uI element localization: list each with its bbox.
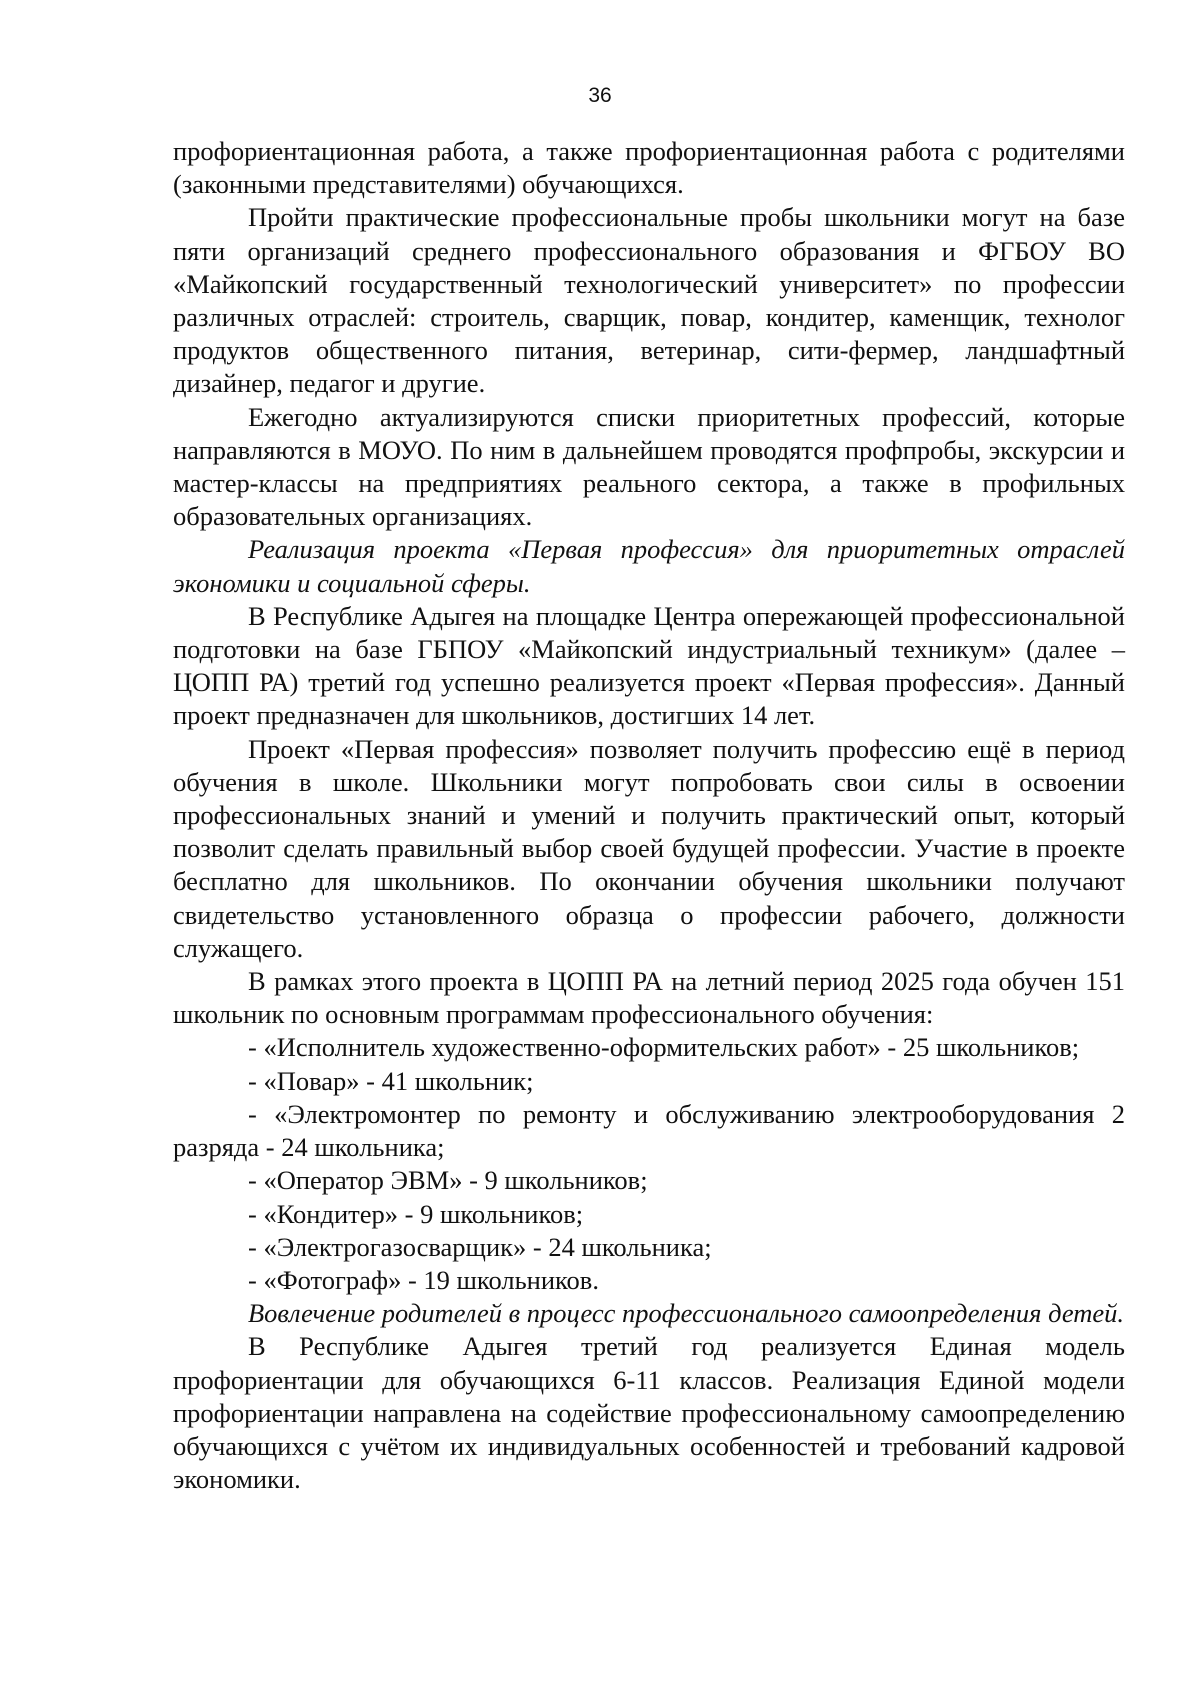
section-heading-first-profession: Реализация проекта «Первая профессия» для приоритетных отраслей экономики и социальной сферы. bbox=[173, 534, 1125, 598]
document-body bbox=[173, 135, 1125, 1496]
paragraph-copp-project: В Республике Адыгея на площадке Центра опережающей профессиональной подготовки на базе ГБПОУ «Майкопский индустриальный техникум» (далее – ЦОПП РА) третий год успешно реализуется проект «Первая профессия». Данный проект предназначен для школьников, достигших 14 лет. bbox=[173, 600, 1125, 731]
list-item-confectioner: - «Кондитер» - 9 школьников; bbox=[248, 1198, 584, 1229]
list-item-cook: - «Повар» - 41 школьник; bbox=[248, 1065, 534, 1096]
paragraph-continuation: профориентационная работа, а также профориентационная работа с родителями (законными представителями) обучающихся. bbox=[173, 136, 1125, 200]
list-item-welder: - «Электрогазосварщик» - 24 школьника; bbox=[248, 1231, 712, 1262]
paragraph-project-benefits: Проект «Первая профессия» позволяет получить профессию ещё в период обучения в школе. Школьники могут попробовать свои силы в освоении профессиональных знаний и умений и получить практический опыт, который позволит сделать правильный выбор своей будущей профессии. Участие в проекте бесплатно для школьников. По окончании обучения школьники получают свидетельство установленного образца о профессии рабочего, должности служащего. bbox=[173, 733, 1125, 963]
paragraph-training-summary: В рамках этого проекта в ЦОПП РА на летний период 2025 года обучен 151 школьник по основным программам профессионального обучения: bbox=[173, 966, 1125, 1030]
list-item-computer-operator: - «Оператор ЭВМ» - 9 школьников; bbox=[248, 1165, 648, 1196]
paragraph-unified-model: В Республике Адыгея третий год реализуется Единая модель профориентации для обучающихся 6-11 классов. Реализация Единой модели профориентации направлена на содействие профессиональному самоопределению обучающихся с учётом их индивидуальных особенностей и требований кадровой экономики. bbox=[173, 1331, 1125, 1495]
paragraph-professional-trials: Пройти практические профессиональные пробы школьники могут на базе пяти организаций среднего профессионального образования и ФГБОУ ВО «Майкопский государственный технологический университет» по профессии различных отраслей: строитель, сварщик, повар, кондитер, каменщик, технолог продуктов общественного питания, ветеринар, сити-фермер, ландшафтный дизайнер, педагог и другие. bbox=[173, 202, 1125, 399]
paragraph-priority-professions: Ежегодно актуализируются списки приоритетных профессий, которые направляются в МОУО. По ним в дальнейшем проводятся профпробы, экскурсии и мастер-классы на предприятиях реального сектора, а также в профильных образовательных организациях. bbox=[173, 401, 1125, 532]
list-item-photographer: - «Фотограф» - 19 школьников. bbox=[248, 1264, 599, 1295]
page-number: 36 bbox=[588, 84, 612, 107]
section-heading-parents-involvement: Вовлечение родителей в процесс профессионального самоопределения детей. bbox=[248, 1298, 1125, 1329]
list-item-artist: - «Исполнитель художественно-оформительских работ» - 25 школьников; bbox=[248, 1032, 1080, 1063]
list-item-electrician: - «Электромонтер по ремонту и обслуживанию электрооборудования 2 разряда - 24 школьника; bbox=[173, 1098, 1125, 1163]
